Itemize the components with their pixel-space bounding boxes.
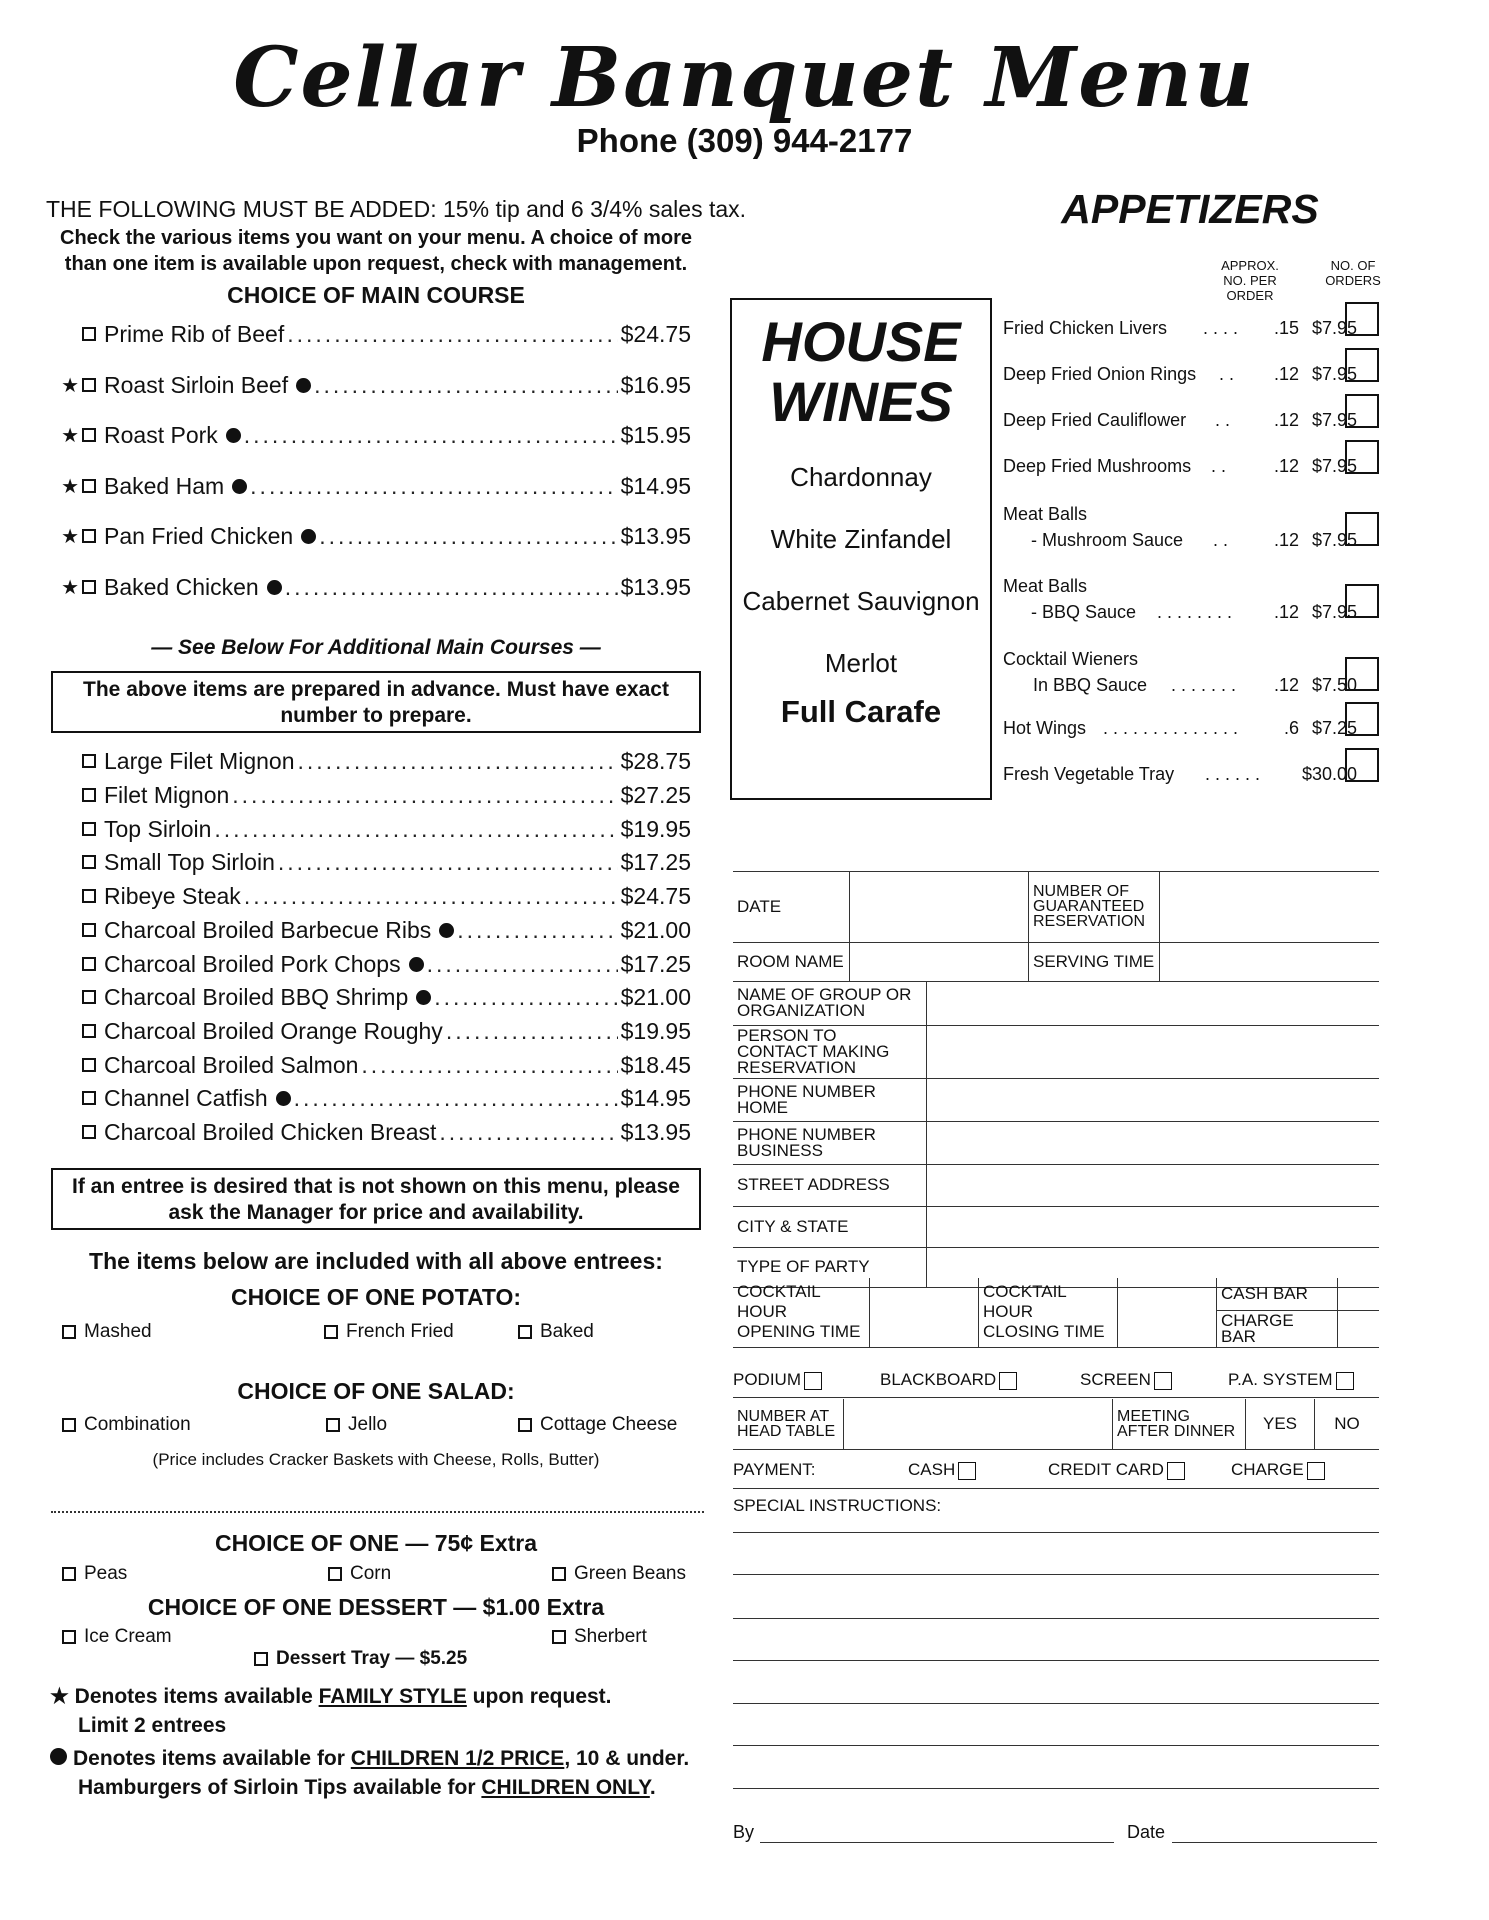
- bullet-icon: [296, 378, 311, 393]
- appetizer-row[interactable]: Deep Fried Onion Rings . . .12 $7.95: [1003, 348, 1379, 384]
- checkbox-icon[interactable]: [82, 580, 96, 594]
- head-table-form: [733, 1399, 1379, 1450]
- appetizer-row[interactable]: Deep Fried Mushrooms . . .12 $7.95: [1003, 440, 1379, 476]
- cash-bar-field[interactable]: [1338, 1278, 1380, 1310]
- option-green-beans[interactable]: Green Beans: [552, 1563, 686, 1585]
- wines-heading: HOUSE WINES: [761, 310, 961, 433]
- blackboard-option[interactable]: BLACKBOARD: [880, 1370, 1017, 1390]
- date-sig-field[interactable]: [1172, 1842, 1377, 1843]
- menu-item[interactable]: ★ Baked Chicken ..... $13.95: [46, 573, 691, 601]
- price-note: (Price includes Cracker Baskets with Cheese, Rolls, Butter): [152, 1450, 600, 1469]
- star-icon: ★: [61, 576, 79, 599]
- star-icon: ★: [50, 1685, 69, 1708]
- menu-item[interactable]: Channel Catfish ..... $14.95: [46, 1084, 691, 1112]
- menu-item[interactable]: Charcoal Broiled Chicken Breast ..... $13.95: [46, 1118, 691, 1146]
- pa-option[interactable]: P.A. SYSTEM: [1228, 1370, 1354, 1390]
- tax-note: THE FOLLOWING MUST BE ADDED: 15% tip and 6 3/4% sales tax.: [46, 196, 747, 222]
- checkbox-icon[interactable]: [82, 529, 96, 543]
- podium-option[interactable]: PODIUM: [733, 1370, 822, 1390]
- potato-heading: CHOICE OF ONE POTATO:: [230, 1284, 522, 1310]
- bullet-icon: [267, 580, 282, 595]
- checkbox-icon[interactable]: [82, 957, 96, 971]
- option-corn[interactable]: Corn: [328, 1563, 391, 1585]
- col-approx: APPROX. NO. PER ORDER: [1221, 258, 1279, 303]
- checkbox-icon[interactable]: [82, 1091, 96, 1105]
- star-icon: ★: [61, 525, 79, 548]
- checkbox-icon[interactable]: [82, 822, 96, 836]
- menu-item[interactable]: Ribeye Steak ..... $24.75: [46, 882, 691, 910]
- no-option[interactable]: NO: [1315, 1399, 1380, 1449]
- dessert-heading: CHOICE OF ONE DESSERT — $1.00 Extra: [147, 1594, 605, 1620]
- menu-item[interactable]: Charcoal Broiled Pork Chops ..... $17.25: [46, 950, 691, 978]
- order-qty-box[interactable]: [1345, 702, 1379, 736]
- group-field[interactable]: [927, 982, 1380, 1025]
- screen-option[interactable]: SCREEN: [1080, 1370, 1172, 1390]
- instructions-line[interactable]: [733, 1532, 1379, 1533]
- by-label: By: [733, 1822, 755, 1842]
- checkbox-icon[interactable]: [82, 855, 96, 869]
- city-label: CITY & STATE: [733, 1206, 927, 1247]
- option-peas[interactable]: Peas: [62, 1563, 127, 1585]
- option-sherbert[interactable]: Sherbert: [552, 1626, 647, 1648]
- bullet-icon: [276, 1091, 291, 1106]
- checkbox-icon[interactable]: [62, 1567, 76, 1581]
- charge-bar-label: CHARGE BAR: [1217, 1310, 1338, 1347]
- instructions-line[interactable]: [733, 1660, 1379, 1661]
- phone-home-field[interactable]: [927, 1078, 1380, 1121]
- menu-item[interactable]: Filet Mignon ..... $27.25: [46, 781, 691, 809]
- date-field[interactable]: [850, 872, 1029, 942]
- guaranteed-label: NUMBER OF GUARANTEED RESERVATION: [1029, 872, 1160, 942]
- option-jello[interactable]: Jello: [326, 1414, 387, 1436]
- city-field[interactable]: [927, 1206, 1380, 1247]
- checkbox-icon[interactable]: [804, 1372, 822, 1390]
- payment-row: [733, 1460, 1379, 1490]
- star-icon: ★: [61, 374, 79, 397]
- checkbox-icon[interactable]: [1307, 1462, 1325, 1480]
- checkbox-icon[interactable]: [326, 1418, 340, 1432]
- checkbox-icon[interactable]: [62, 1630, 76, 1644]
- order-qty-box[interactable]: [1345, 657, 1379, 691]
- cocktail-form: [733, 1278, 1379, 1348]
- menu-item[interactable]: Prime Rib of Beef ..... $24.75: [46, 320, 691, 348]
- checkbox-icon[interactable]: [82, 1058, 96, 1072]
- option-baked[interactable]: Baked: [518, 1321, 594, 1343]
- order-qty-box[interactable]: [1345, 302, 1379, 336]
- room-field[interactable]: [850, 942, 1029, 981]
- checkbox-icon[interactable]: [82, 1024, 96, 1038]
- head-table-label: NUMBER AT HEAD TABLE: [733, 1399, 844, 1449]
- payment-label: PAYMENT:: [733, 1460, 816, 1479]
- bullet-icon: [416, 990, 431, 1005]
- appetizers-heading: APPETIZERS: [1061, 186, 1319, 232]
- order-qty-box[interactable]: [1345, 440, 1379, 474]
- room-label: ROOM NAME: [733, 942, 850, 981]
- menu-item[interactable]: Top Sirloin ..... $19.95: [46, 815, 691, 843]
- checkbox-icon[interactable]: [999, 1372, 1017, 1390]
- checkbox-icon[interactable]: [552, 1567, 566, 1581]
- checkbox-icon[interactable]: [82, 479, 96, 493]
- checkbox-icon[interactable]: [1336, 1372, 1354, 1390]
- bullet-icon: [226, 428, 241, 443]
- menu-item[interactable]: ★ Pan Fried Chicken ..... $13.95: [46, 522, 691, 550]
- instructions-line[interactable]: [733, 1618, 1379, 1619]
- see-below-note: — See Below For Additional Main Courses —: [151, 636, 601, 659]
- contact-label: PERSON TO CONTACT MAKING RESERVATION: [733, 1025, 927, 1078]
- instructions-line[interactable]: [733, 1703, 1379, 1704]
- checkbox-icon[interactable]: [82, 889, 96, 903]
- entree-note: If an entree is desired that is not shown on this menu, please ask the Manager for price and availability.: [51, 1168, 701, 1230]
- checkbox-icon[interactable]: [82, 327, 96, 341]
- bullet-icon: [439, 923, 454, 938]
- cocktail-open-field[interactable]: [870, 1278, 979, 1347]
- legend-dot: Denotes items available for CHILDREN 1/2 PRICE, 10 & under. Hamburgers of Sirloin Tips available for CHILDREN ONLY.: [50, 1744, 689, 1802]
- wine-item: Merlot: [824, 648, 898, 678]
- group-label: NAME OF GROUP OR ORGANIZATION: [733, 982, 927, 1025]
- appetizer-row[interactable]: Fried Chicken Livers . . . . .15 $7.95: [1003, 302, 1379, 338]
- page-title: Cellar Banquet Menu: [233, 30, 1256, 126]
- by-field[interactable]: [760, 1842, 1114, 1843]
- menu-item[interactable]: Charcoal Broiled Salmon ..... $18.45: [46, 1051, 691, 1079]
- phone-number: Phone (309) 944-2177: [576, 122, 913, 159]
- checkbox-icon[interactable]: [82, 990, 96, 1004]
- special-instructions-label: SPECIAL INSTRUCTIONS:: [733, 1496, 942, 1515]
- menu-item[interactable]: Small Top Sirloin ..... $17.25: [46, 848, 691, 876]
- option-combination[interactable]: Combination: [62, 1414, 191, 1436]
- menu-item[interactable]: Charcoal Broiled BBQ Shrimp ..... $21.00: [46, 983, 691, 1011]
- checkbox-icon[interactable]: [82, 788, 96, 802]
- bullet-icon: [409, 957, 424, 972]
- option-cottage-cheese[interactable]: Cottage Cheese: [518, 1414, 677, 1436]
- main-course-heading: CHOICE OF MAIN COURSE: [227, 282, 525, 308]
- appetizer-row[interactable]: Hot Wings . . . . . . . . . . . . . . .6 $7.25: [1003, 702, 1379, 738]
- cash-bar-label: CASH BAR: [1217, 1278, 1338, 1310]
- col-orders: NO. OF ORDERS: [1325, 258, 1381, 288]
- head-table-field[interactable]: [844, 1399, 1113, 1449]
- option-mashed[interactable]: Mashed: [62, 1321, 152, 1343]
- checkbox-icon[interactable]: [62, 1418, 76, 1432]
- star-icon: ★: [61, 475, 79, 498]
- checkbox-icon[interactable]: [518, 1418, 532, 1432]
- order-qty-box[interactable]: [1345, 348, 1379, 382]
- checkbox-icon[interactable]: [62, 1325, 76, 1339]
- appetizer-row[interactable]: Meat Balls - Mushroom Sauce . . .12 $7.95: [1003, 500, 1379, 556]
- menu-item[interactable]: ★ Roast Pork ..... $15.95: [46, 421, 691, 449]
- charge-bar-field[interactable]: [1338, 1310, 1380, 1347]
- divider: [51, 1511, 704, 1513]
- full-carafe: Full Carafe: [780, 694, 942, 729]
- street-label: STREET ADDRESS: [733, 1164, 927, 1206]
- appetizer-row[interactable]: Cocktail Wieners In BBQ Sauce . . . . . . . .12 $7.50: [1003, 645, 1379, 701]
- menu-item[interactable]: Charcoal Broiled Orange Roughy ..... $19.95: [46, 1017, 691, 1045]
- checkbox-icon[interactable]: [82, 428, 96, 442]
- house-wines-box: [730, 298, 992, 800]
- checkbox-icon[interactable]: [82, 754, 96, 768]
- checkbox-icon[interactable]: [958, 1462, 976, 1480]
- date-label: DATE: [733, 872, 850, 942]
- appetizer-row[interactable]: Fresh Vegetable Tray . . . . . . $30.00: [1003, 748, 1379, 784]
- checkbox-icon[interactable]: [82, 1125, 96, 1139]
- credit-card-option[interactable]: CREDIT CARD: [1048, 1460, 1185, 1480]
- cocktail-close-field[interactable]: [1118, 1278, 1217, 1347]
- order-qty-box[interactable]: [1345, 394, 1379, 428]
- contact-form: [733, 982, 1379, 1288]
- included-note: The items below are included with all above entrees:: [89, 1248, 663, 1274]
- checkbox-icon[interactable]: [254, 1652, 268, 1666]
- option-dessert-tray[interactable]: Dessert Tray — $5.25: [254, 1648, 467, 1670]
- checkbox-icon[interactable]: [1154, 1372, 1172, 1390]
- reservation-form: [733, 872, 1379, 982]
- guaranteed-field[interactable]: [1160, 872, 1380, 942]
- advance-note: The above items are prepared in advance. Must have exact number to prepare.: [51, 671, 701, 733]
- instructions-line[interactable]: [733, 1745, 1379, 1746]
- cocktail-close-label: COCKTAIL HOUR CLOSING TIME: [979, 1278, 1118, 1347]
- menu-item[interactable]: Charcoal Broiled Barbecue Ribs ..... $21.00: [46, 916, 691, 944]
- party-label: TYPE OF PARTY: [733, 1247, 927, 1287]
- checkbox-icon[interactable]: [82, 378, 96, 392]
- cash-option[interactable]: CASH: [908, 1460, 976, 1480]
- menu-item[interactable]: ★ Roast Sirloin Beef ..... $16.95: [46, 371, 691, 399]
- order-qty-box[interactable]: [1345, 748, 1379, 782]
- bullet-icon: [301, 529, 316, 544]
- street-field[interactable]: [927, 1164, 1380, 1206]
- appetizer-row[interactable]: Meat Balls - BBQ Sauce . . . . . . . . .12 $7.95: [1003, 572, 1379, 628]
- checkbox-icon[interactable]: [518, 1325, 532, 1339]
- charge-option[interactable]: CHARGE: [1231, 1460, 1325, 1480]
- checkbox-icon[interactable]: [324, 1325, 338, 1339]
- bullet-icon: [50, 1748, 67, 1765]
- serving-label: SERVING TIME: [1029, 942, 1160, 981]
- serving-field[interactable]: [1160, 942, 1380, 981]
- yes-option[interactable]: YES: [1246, 1399, 1315, 1449]
- star-icon: ★: [61, 424, 79, 447]
- checkbox-icon[interactable]: [1167, 1462, 1185, 1480]
- date-sig-label: Date: [1127, 1822, 1166, 1842]
- wine-item: White Zinfandel: [770, 524, 952, 554]
- contact-field[interactable]: [927, 1025, 1380, 1078]
- wine-item: Cabernet Sauvignon: [742, 586, 980, 616]
- order-qty-box[interactable]: [1345, 512, 1379, 546]
- order-qty-box[interactable]: [1345, 584, 1379, 618]
- wine-item: Chardonnay: [790, 462, 932, 492]
- phone-business-field[interactable]: [927, 1121, 1380, 1164]
- veg-heading: CHOICE OF ONE — 75¢ Extra: [214, 1530, 538, 1556]
- checkbox-icon[interactable]: [82, 923, 96, 937]
- equipment-row: [733, 1370, 1379, 1400]
- menu-item[interactable]: ★ Baked Ham ..... $14.95: [46, 472, 691, 500]
- cocktail-open-label: COCKTAIL HOUR OPENING TIME: [733, 1278, 870, 1347]
- option-ice-cream[interactable]: Ice Cream: [62, 1626, 172, 1648]
- phone-business-label: PHONE NUMBER BUSINESS: [733, 1121, 927, 1164]
- checkbox-icon[interactable]: [552, 1630, 566, 1644]
- option-french-fried[interactable]: French Fried: [324, 1321, 454, 1343]
- instructions-line[interactable]: [733, 1788, 1379, 1789]
- phone-home-label: PHONE NUMBER HOME: [733, 1078, 927, 1121]
- appetizer-row[interactable]: Deep Fried Cauliflower . . .12 $7.95: [1003, 394, 1379, 430]
- legend-star: ★ Denotes items available FAMILY STYLE upon request. Limit 2 entrees: [50, 1685, 612, 1737]
- meeting-label: MEETING AFTER DINNER: [1113, 1399, 1246, 1449]
- menu-item[interactable]: Large Filet Mignon ..... $28.75: [46, 747, 691, 775]
- instructions-line[interactable]: [733, 1574, 1379, 1575]
- bullet-icon: [232, 479, 247, 494]
- salad-heading: CHOICE OF ONE SALAD:: [237, 1378, 515, 1404]
- instructions: Check the various items you want on your menu. A choice of more than one item is available upon request, check with management.: [60, 227, 692, 275]
- checkbox-icon[interactable]: [328, 1567, 342, 1581]
